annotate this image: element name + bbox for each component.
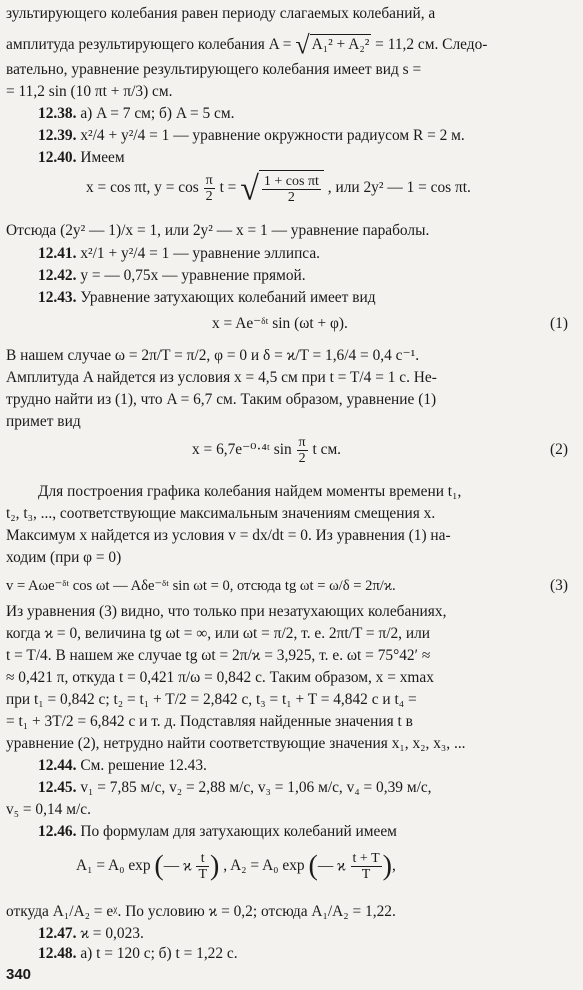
equation-1: x = Ae⁻ᵟᵗ sin (ωt + φ).: [212, 315, 348, 332]
fraction: [297, 435, 308, 466]
equation-number: (3): [550, 577, 568, 594]
text-line: = t₁ + 3T/2 = 6,842 с и т. д. Подставляя найденные значения t в: [6, 713, 413, 730]
equation-2: [192, 432, 341, 468]
answer-12-47: [38, 924, 144, 944]
eq-part: , A₂ = A₀ exp: [223, 857, 305, 874]
problem-number: 12.47.: [38, 925, 77, 942]
text-line: В нашем случае ω = 2π/T = π/2, φ = 0 и δ = ϰ/T = 1,6/4 = 0,4 с⁻¹.: [6, 347, 420, 364]
equation-number: (1): [550, 315, 568, 332]
answer-text: Имеем: [80, 149, 125, 166]
paren: (: [154, 850, 164, 882]
numerator: π: [298, 434, 306, 450]
text-line: [6, 30, 488, 60]
text-line: Для построения графика колебания найдем моменты времени t₁,: [38, 483, 462, 500]
numerator: π: [205, 173, 213, 188]
fraction: [204, 173, 215, 204]
answer-text: x²/1 + y²/4 = 1 — уравнение эллипса.: [80, 245, 321, 262]
text-line: t = T/4. В нашем же случае tg ωt = 2π/ϰ = 3,925, т. е. ωt = 75°42′ ≈: [6, 647, 431, 664]
answer-text: а) t = 120 с; б) t = 1,22 с.: [80, 945, 238, 962]
sqrt-expression: √ $\frac{\text{1 + cos πt}}{2}$: [240, 170, 324, 207]
radicand: A₁² + A₂²: [311, 36, 370, 53]
text-line: Из уравнения (3) видно, что только при незатухающих колебаниях,: [6, 603, 447, 620]
sqrt-expression: √ A₁² + A₂²: [295, 30, 370, 60]
numerator: 1 + cos πt: [263, 173, 319, 189]
answer-12-43: [38, 288, 376, 308]
problem-number: 12.41.: [38, 245, 77, 262]
denominator: T: [198, 866, 208, 882]
text-span: = 11,2 см. Следо-: [375, 35, 488, 53]
paren: ): [210, 850, 220, 882]
answer-12-40: [38, 148, 125, 168]
problem-number: 12.42.: [38, 267, 77, 284]
eq-part: x = cos πt, y = cos: [86, 179, 199, 197]
denominator: 2: [205, 189, 213, 204]
numerator: t + T: [352, 850, 380, 866]
fraction: [196, 851, 209, 882]
eq-part: A₁ = A₀ exp: [76, 857, 151, 874]
problem-number: 12.46.: [38, 823, 77, 840]
answer-text: Уравнение затухающих колебаний имеет вид: [80, 289, 376, 306]
text-line: трудно найти из (1), что A = 6,7 см. Таким образом, уравнение (1): [6, 391, 437, 408]
answer-12-48: [38, 944, 238, 964]
text-line: примет вид: [6, 413, 81, 430]
numerator: t: [196, 851, 209, 867]
text-line: ≈ 0,421 π, откуда t = 0,421 π/ω = 0,842 с. Таким образом, x = xmax: [6, 669, 434, 686]
answer-12-45: [38, 778, 432, 798]
problem-number: 12.38.: [38, 105, 77, 122]
eq-part: , или 2y² — 1 = cos πt.: [327, 179, 471, 197]
text-line: зультирующего колебания равен периоду слагаемых колебаний, а: [6, 5, 436, 22]
document-page: [6, 0, 574, 990]
text-line: v₅ = 0,14 м/с.: [6, 801, 91, 818]
answer-text: x²/4 + y²/4 = 1 — уравнение окружности радиусом R = 2 м.: [80, 127, 465, 144]
text-line: уравнение (2), нетрудно найти соответствующие значения x₁, x₂, x₃, ...: [6, 735, 466, 752]
text-line: при t₁ = 0,842 с; t₂ = t₁ + T/2 = 2,842 с, t₃ = t₁ + T = 4,842 с и t₄ =: [6, 691, 417, 708]
text-line: вательно, уравнение результирующего колебания имеет вид s =: [6, 61, 422, 78]
problem-number: 12.48.: [38, 945, 77, 962]
eq-part: x = 6,7e⁻⁰·⁴ᵗ sin: [192, 441, 292, 458]
answer-12-42: [38, 266, 306, 286]
answer-12-44: [38, 756, 207, 776]
answer-text: y = — 0,75x — уравнение прямой.: [80, 267, 306, 284]
text-line: когда ϰ = 0, величина tg ωt = ∞, или ωt = π/2, т. е. 2πt/T = π/2, или: [6, 625, 431, 642]
text-line: откуда A₁/A₂ = eᵡ. По условию ϰ = 0,2; отсюда A₁/A₂ = 1,22.: [6, 903, 396, 920]
text-line: Отсюда (2y² — 1)/x = 1, или 2y² — x = 1 — уравнение параболы.: [6, 222, 430, 239]
denominator: 2: [298, 450, 306, 466]
text-line: t₂, t₃, ..., соответствующие максимальным значениям смещения x.: [6, 505, 436, 522]
denominator: T: [361, 866, 371, 882]
text-line: Амплитуда A найдется из условия x = 4,5 см при t = T/4 = 1 с. Не-: [6, 369, 437, 386]
eq-part: t см.: [312, 441, 342, 458]
equation-12-46: A₁ = A₀ exp (— ϰ $\frac{t}{T}$ ) , A₂ = A₀ exp (— ϰ $\frac{t + T}{T}$ ),: [76, 850, 396, 882]
problem-number: 12.44.: [38, 757, 77, 774]
denominator: 2: [287, 189, 295, 205]
paren: (: [308, 850, 318, 882]
problem-number: 12.39.: [38, 127, 77, 144]
answer-text: ϰ = 0,023.: [80, 925, 144, 942]
page-number: 340: [6, 966, 32, 983]
answer-text: См. решение 12.43.: [80, 757, 207, 774]
answer-text: По формулам для затухающих колебаний имеем: [80, 823, 397, 840]
problem-number: 12.40.: [38, 149, 77, 166]
answer-12-39: [38, 126, 465, 146]
problem-number: 12.43.: [38, 289, 77, 306]
answer-text: v₁ = 7,85 м/с, v₂ = 2,88 м/с, v₃ = 1,06 м/с, v₄ = 0,39 м/с,: [80, 779, 432, 796]
answer-12-41: [38, 244, 320, 264]
equation-12-40: [86, 170, 471, 210]
equation-number: (2): [550, 441, 568, 458]
answer-text: а) A = 7 см; б) A = 5 см.: [80, 105, 235, 122]
text-span: амплитуда результирующего колебания A =: [6, 35, 292, 53]
problem-number: 12.45.: [38, 779, 77, 796]
text-line: = 11,2 sin (10 πt + π/3) см.: [6, 83, 173, 100]
fraction: [262, 174, 321, 205]
text-line: Максимум x найдется из условия v = dx/dt = 0. Из уравнения (1) на-: [6, 527, 451, 544]
equation-3: v = Aωe⁻ᵟᵗ cos ωt — Aδe⁻ᵟᵗ sin ωt = 0, отсюда tg ωt = ω/δ = 2π/ϰ.: [6, 578, 396, 594]
answer-12-46: [38, 822, 397, 842]
paren: ): [382, 850, 392, 882]
answer-12-38: [38, 104, 234, 124]
fraction: [351, 851, 382, 882]
text-line: ходим (при φ = 0): [6, 549, 122, 566]
minus-kappa: — ϰ: [317, 857, 346, 875]
minus-kappa: — ϰ: [163, 857, 192, 875]
eq-part: t =: [219, 179, 237, 197]
